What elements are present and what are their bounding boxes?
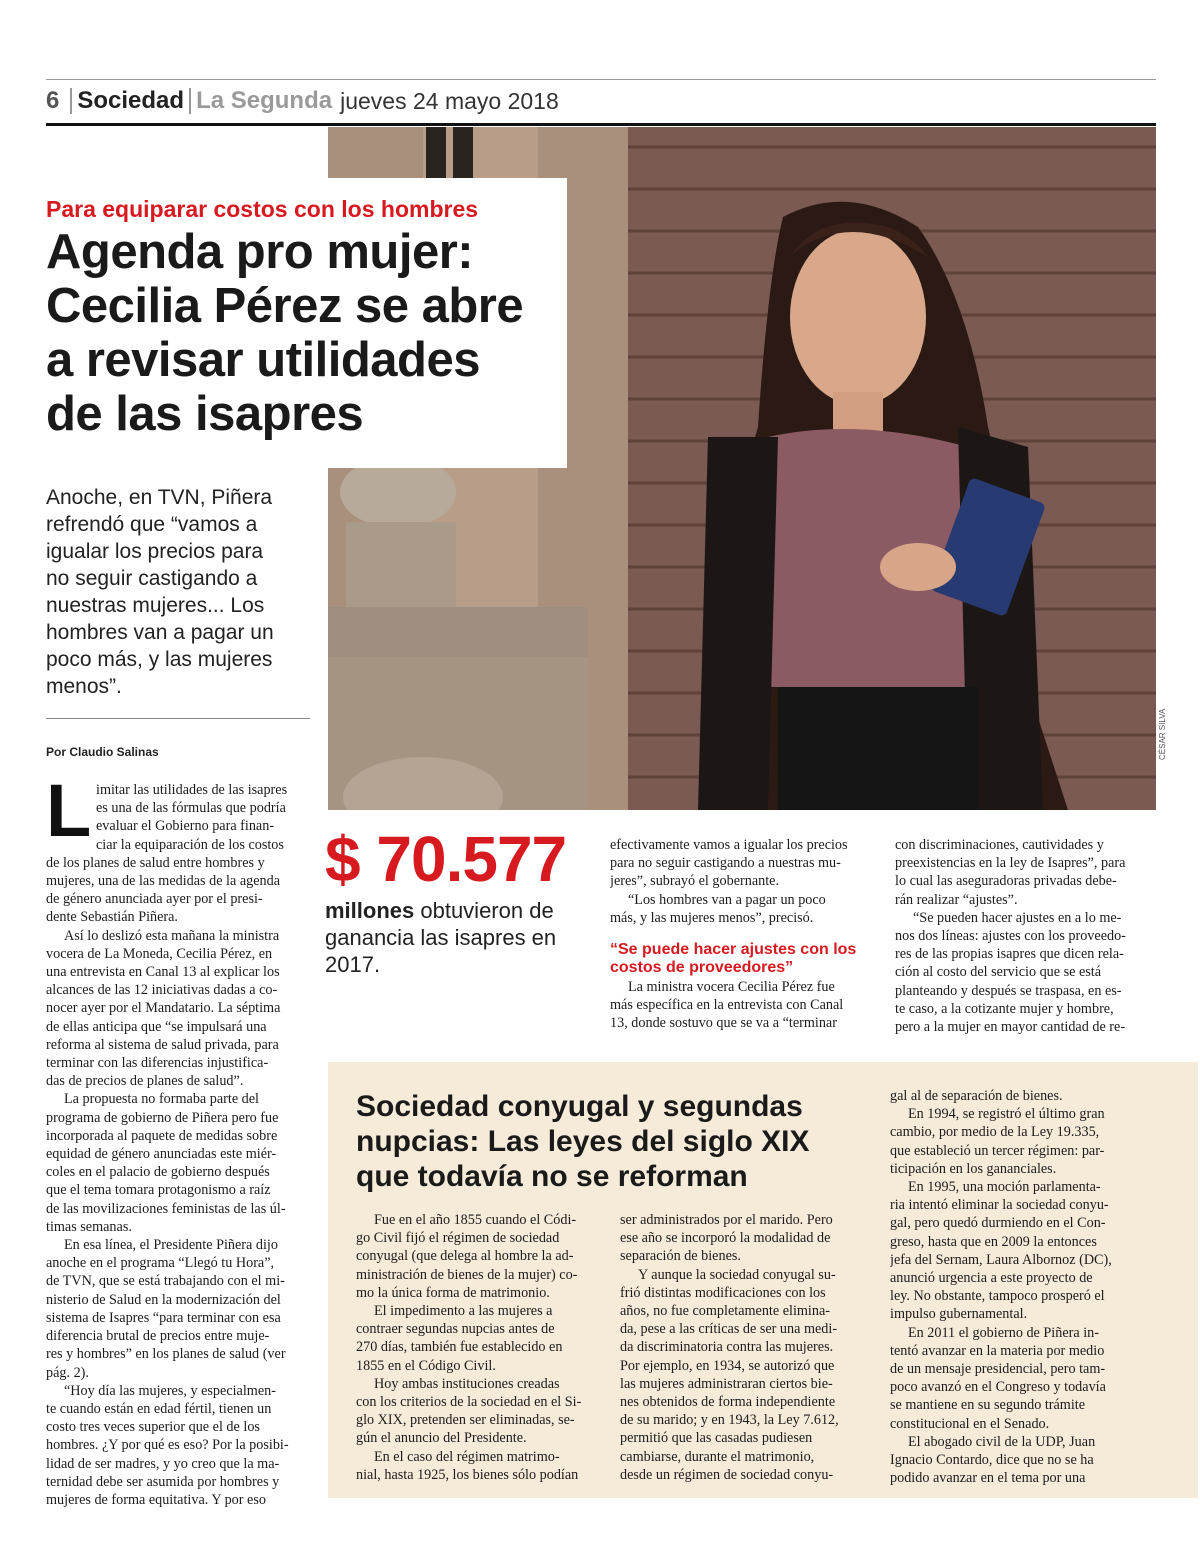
text-line: En esa línea, el Presidente Piñera dijo [64,1237,278,1254]
text-line: permitió que las casadas pudiesen [620,1430,813,1447]
sidebar-column-2 [620,1211,864,1484]
text-line: conyugal (que delega al hombre la ad- [356,1248,574,1265]
text-line: dente Sebastián Piñera. [46,909,178,926]
text-line: de ellas anticipa que “se impulsará una [46,1018,267,1035]
text-line: terminar con las diferencias injustifica- [46,1055,269,1072]
text-line: que el tema tomara protagonismo a raíz [46,1182,271,1199]
headline-line: a revisar utilidades [46,333,480,387]
section-name: Sociedad [77,87,185,114]
text-line: En 2011 el gobierno de Piñera in- [908,1324,1099,1341]
text-line: mujeres, una de las medidas de la agenda [46,873,281,890]
text-line: más, y las mujeres menos”, precisó. [610,909,814,926]
text-line: las mujeres administraran ciertos bie- [620,1375,833,1392]
text-line: go Civil fijó el régimen de sociedad [356,1230,560,1247]
text-line: mujeres de forma equitativa. Y por eso [46,1491,266,1508]
big-number: $ 70.577 [325,823,567,895]
text-line: que estableció un tercer régimen: par- [890,1142,1105,1159]
deck-line: no seguir castigando a [46,567,258,590]
text-line: nial, hasta 1925, los bienes sólo podían [356,1466,579,1483]
text-line: programa de gobierno de Piñera pero fue [46,1109,279,1126]
sidebar-title-line: que todavía no se reforman [356,1160,748,1193]
text-line: “Se pueden hacer ajustes en a lo me- [913,909,1122,926]
text-line: 270 días, también fue establecido en [356,1339,563,1356]
text-line: desde un régimen de sociedad conyu- [620,1466,834,1483]
header-rule [46,123,1156,126]
text-line: timas semanas. [46,1218,132,1235]
text-line: nos dos líneas: ajustes con los proveedo- [895,928,1126,945]
text-line: separación de bienes. [620,1248,741,1265]
text-line: rán realizar “ajustes”. [895,891,1018,908]
text-line: frió distintas modificaciones con los [620,1284,826,1301]
article-column-3 [610,836,874,927]
text-line: lo cual las aseguradoras privadas debe- [895,873,1117,890]
sidebar-title [356,1089,856,1194]
header-divider [70,88,72,114]
text-line: con discriminaciones, cautividades y [895,837,1104,853]
text-line: con los criterios de la sociedad en el Si- [356,1394,582,1411]
text-line: efectivamente vamos a igualar los precios [610,837,848,853]
article-subhead: “Se puede hacer ajustes con los costos de proveedores” [610,941,857,976]
drop-cap: L [46,769,92,852]
byline: Por Claudio Salinas [46,745,159,759]
text-line: ese año se incorporó la modalidad de [620,1230,831,1247]
big-number-text: obtuvieron de ganancia las isapres en 2017. [325,898,557,977]
text-line: de TVN, que se está trabajando con el mi- [46,1273,285,1290]
text-line: gal, pero quedó durmiendo en el Con- [890,1215,1106,1232]
text-line: das de precios de planes de salud”. [46,1073,244,1090]
text-line: alcances de las 12 iniciativas dadas a co- [46,982,278,999]
text-line: En el caso del régimen matrimo- [374,1448,560,1465]
text-line: vocera de La Moneda, Cecilia Pérez, en [46,945,273,962]
text-line: jeres”, subrayó el gobernante. [610,873,779,890]
text-line: res y hombres” en los planes de salud (ver [46,1346,286,1363]
article-column-4 [895,836,1155,1036]
publication-name: La Segunda [196,87,333,114]
text-line: ministración de bienes de la mujer) co- [356,1266,578,1283]
text-line: anoche en el programa “Llegó tu Hora”, [46,1255,275,1272]
sidebar-title-line: Sociedad conyugal y segundas [356,1090,803,1123]
text-line: “Los hombres van a pagar un poco [628,891,826,908]
article-column-1 [46,769,308,1509]
text-line: En 1994, se registró el último gran [908,1106,1105,1123]
text-line: 13, donde sostuvo que se va a “terminar [610,1015,837,1032]
photo-credit: CÉSAR SILVA [1158,708,1167,760]
text-line: res de las propias isapres que dicen rela- [895,946,1124,963]
text-line: ria intentó eliminar la sociedad conyu- [890,1197,1109,1214]
text-line: La propuesta no formaba parte del [64,1091,259,1108]
headline-line: Agenda pro mujer: [46,225,474,279]
text-line: costo tres veces superior que el de los [46,1419,260,1436]
big-number-unit: millones [325,898,415,923]
text-line: jefa del Sernam, Laura Albornoz (DC), [890,1251,1112,1268]
text-line: da, pese a las críticas de ser una medi- [620,1321,838,1338]
text-line: imitar las utilidades de las isapres [96,782,288,798]
text-line: tentó avanzar en la materia por medio [890,1342,1105,1359]
text-line: La ministra vocera Cecilia Pérez fue [628,979,835,995]
text-line: ternidad debe ser asumida por hombres y [46,1473,280,1490]
text-line: sistema de Isapres “para terminar con esa [46,1309,281,1326]
text-line: Por ejemplo, en 1934, se autorizó que [620,1357,835,1374]
deck-line: igualar los precios para [46,540,264,563]
page-header [46,84,559,118]
text-line: años, no fue completamente elimina- [620,1303,830,1320]
text-line: incorporada al paquete de medidas sobre [46,1127,278,1144]
deck-line: Anoche, en TVN, Piñera [46,486,273,509]
text-line: El abogado civil de la UDP, Juan [908,1433,1096,1450]
text-line: Así lo deslizó esta mañana la ministra [64,927,280,944]
text-line: ser administrados por el marido. Pero [620,1212,833,1228]
text-line: ley. No obstante, tampoco prosperó el [890,1288,1105,1305]
text-line: te caso, a la cotizante mujer y hombre, [895,1000,1114,1017]
text-line: diferencia brutal de precios entre muje- [46,1328,270,1345]
text-line: equidad de género anunciadas este miér- [46,1146,277,1163]
text-line: de las movilizaciones feministas de las úl- [46,1200,286,1217]
deck-line: refrendó que “vamos a [46,513,258,536]
text-line: lidad de ser madres, y yo creo que la ma- [46,1455,280,1472]
page-number: 6 [46,87,60,114]
text-line: preexistencias en la ley de Isapres”, para [895,855,1126,872]
article-kicker: Para equiparar costos con los hombres [46,196,479,222]
sidebar-column-1 [356,1211,596,1484]
text-line: es una de las fórmulas que podría [96,800,286,817]
text-line: cambio, por medio de la Ley 19.335, [890,1124,1100,1141]
deck-line: menos”. [46,675,122,698]
text-line: poco avanzó en el Congreso y todavía [890,1379,1106,1396]
text-line: pág. 2). [46,1364,89,1381]
article-column-3b [610,978,874,1033]
text-line: Ignacio Contardo, dice que no se ha [890,1452,1094,1469]
headline-line: Cecilia Pérez se abre [46,279,524,333]
text-line: En 1995, una moción parlamenta- [908,1179,1101,1196]
text-line: El impedimento a las mujeres a [374,1303,553,1320]
text-line: 1855 en el Código Civil. [356,1357,496,1374]
big-number-caption [325,897,585,978]
text-line: gún el anuncio del Presidente. [356,1430,527,1447]
text-line: greso, hasta que en 2009 la entonces [890,1233,1097,1250]
text-line: glo XIX, pretenden ser eliminadas, se- [356,1412,575,1429]
article-headline [46,225,561,441]
text-line: ciar la equiparación de los costos [96,836,284,853]
text-line: hombres. ¿Y por qué es eso? Por la posibi- [46,1437,289,1454]
deck-divider [46,718,310,719]
text-line: ción al costo del servicio que se está [895,964,1102,981]
text-line: Fue en el año 1855 cuando el Códi- [374,1212,577,1228]
text-line: nocer ayer por el Mandatario. La séptima [46,1000,281,1017]
text-line: te cuando están en edad fértil, tienen un [46,1400,272,1417]
text-line: contraer segundas nupcias antes de [356,1321,555,1338]
text-line: impulso gubernamental. [890,1306,1028,1323]
text-line: planteando y después se traspasa, en es- [895,982,1122,999]
text-line: “Hoy día las mujeres, y especialmen- [64,1382,276,1399]
article-deck [46,484,316,700]
text-line: coles en el palacio de gobierno después [46,1164,270,1181]
text-line: ticipación en los gananciales. [890,1160,1057,1177]
deck-line: hombres van a pagar un [46,621,274,644]
sidebar-title-line: nupcias: Las leyes del siglo XIX [356,1125,810,1158]
header-divider [189,88,191,114]
text-line: más específica en la entrevista con Canal [610,997,844,1014]
text-line: para no seguir castigando a nuestras mu- [610,855,841,872]
text-line: nes obtenidos de forma independiente [620,1394,836,1411]
text-line: Hoy ambas instituciones creadas [374,1375,560,1392]
deck-line: nuestras mujeres... Los [46,594,265,617]
text-line: de un mensaje presidencial, pero tam- [890,1361,1106,1378]
sidebar-column-3 [890,1087,1136,1487]
text-line: de su marido; y en 1943, la Ley 7.612, [620,1412,839,1429]
text-line: gal al de separación de bienes. [890,1088,1063,1104]
text-line: mo la única forma de matrimonio. [356,1284,550,1301]
top-rule [46,79,1156,80]
text-line: pero a la mujer en mayor cantidad de re- [895,1019,1126,1036]
text-line: de género anunciada ayer por el presi- [46,891,263,908]
text-line: podido avanzar en el tema por una [890,1470,1086,1487]
issue-date: jueves 24 mayo 2018 [340,87,559,114]
deck-line: poco más, y las mujeres [46,648,273,671]
text-line: da discriminatoria contra las mujeres. [620,1339,834,1356]
text-line: se mantiene en su segundo trámite [890,1397,1086,1414]
text-line: nisterio de Salud en la modernización del [46,1291,281,1308]
text-line: constitucional en el Senado. [890,1415,1050,1432]
text-line: anunció urgencia a este proyecto de [890,1270,1093,1287]
text-line: Y aunque la sociedad conyugal su- [638,1266,836,1283]
text-line: reforma al sistema de salud privada, para [46,1036,279,1053]
text-line: evaluar el Gobierno para finan- [96,818,275,835]
text-line: de los planes de salud entre hombres y [46,854,265,871]
text-line: una entrevista en Canal 13 al explicar los [46,964,280,981]
headline-line: de las isapres [46,387,364,441]
text-line: cambiarse, durante el matrimonio, [620,1448,815,1465]
